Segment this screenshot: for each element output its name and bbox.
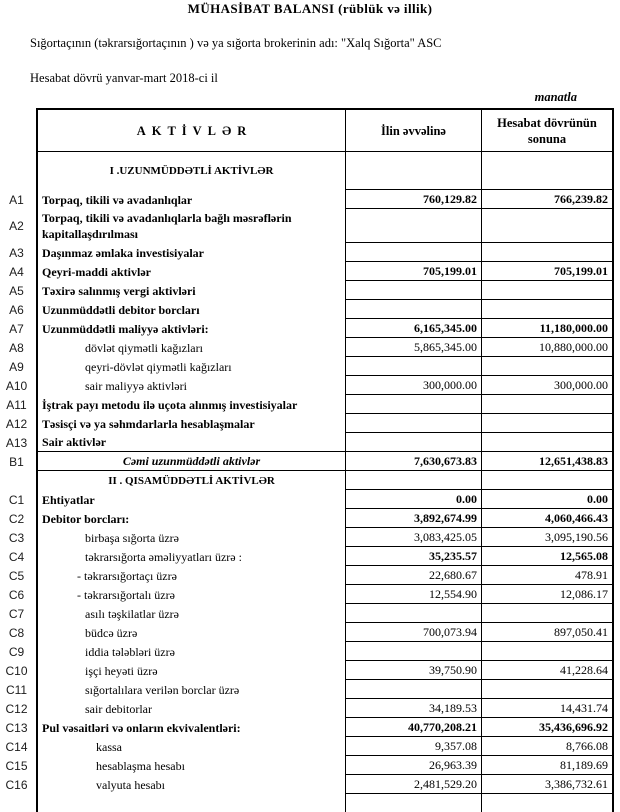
value-period-end (482, 395, 614, 414)
value-period-end: 12,565.08 (482, 547, 614, 566)
table-row-c2 (0, 509, 614, 528)
value-year-start (346, 281, 482, 300)
value-period-end: 41,228.64 (482, 661, 614, 680)
row-code: C3 (8, 530, 25, 545)
value-period-end (482, 300, 614, 319)
table-row-c8 (0, 623, 614, 642)
row-code: C10 (5, 663, 28, 678)
table-row-c14 (0, 737, 614, 756)
row-label: - təkrarsığortaçı üzrə (36, 566, 346, 585)
row-code: A10 (5, 378, 28, 393)
table-row-c7 (0, 604, 614, 623)
value-year-start: 12,554.90 (346, 585, 482, 604)
row-code: A13 (5, 435, 28, 450)
row-label: qeyri-dövlət qiymətli kağızları (36, 357, 346, 376)
row-code: C5 (8, 568, 25, 583)
row-code: C15 (5, 758, 28, 773)
table-row-a13 (0, 433, 614, 452)
row-label: Daşınmaz əmlaka investisiyalar (36, 243, 346, 262)
table-row-c12 (0, 699, 614, 718)
row-code: A1 (9, 192, 24, 207)
table-body (0, 152, 614, 812)
row-label: sair debitorlar (36, 699, 346, 718)
table-row-c3 (0, 528, 614, 547)
value-year-start (346, 642, 482, 661)
row-label: Sair aktivlər (36, 433, 346, 452)
row-label: təkrarsığorta əməliyyatları üzrə : (36, 547, 346, 566)
table-row-a1 (0, 190, 614, 209)
row-code: C14 (5, 739, 28, 754)
row-label: Qeyri-maddi aktivlər (36, 262, 346, 281)
value-period-end (482, 604, 614, 623)
row-code: A3 (9, 245, 24, 260)
value-year-start: 3,892,674.99 (346, 509, 482, 528)
table-row-a12 (0, 414, 614, 433)
row-label: İştrak payı metodu ilə uçota alınmış investisiyalar (36, 395, 346, 414)
value-period-end (482, 357, 614, 376)
row-label: Cəmi uzunmüddətli aktivlər (36, 452, 346, 471)
row-label: işçi heyəti üzrə (36, 661, 346, 680)
row-code: C12 (5, 701, 28, 716)
row-label: II . QISAMÜDDƏTLİ AKTİVLƏR (36, 471, 346, 490)
value-period-end: 3,386,732.61 (482, 775, 614, 794)
table-row-c15 (0, 756, 614, 775)
table-row-c10 (0, 661, 614, 680)
value-year-start (346, 357, 482, 376)
value-year-start (346, 152, 482, 190)
row-label: dövlət qiymətli kağızları (36, 338, 346, 357)
value-period-end: 705,199.01 (482, 262, 614, 281)
value-year-start: 40,770,208.21 (346, 718, 482, 737)
row-code: A12 (5, 416, 28, 431)
value-year-start (346, 243, 482, 262)
report-period-line: Hesabat dövrü yanvar-mart 2018-ci il (30, 71, 218, 85)
row-label: Təsisçi və ya səhmdarlarla hesablaşmalar (36, 414, 346, 433)
value-year-start: 35,235.57 (346, 547, 482, 566)
value-year-start (346, 300, 482, 319)
row-label: I .UZUNMÜDDƏTLİ AKTİVLƏR (36, 152, 346, 190)
value-year-start (346, 794, 482, 812)
row-label: Torpaq, tikili və avadanlıqlar (36, 190, 346, 209)
value-year-start: 26,963.39 (346, 756, 482, 775)
row-code: A9 (9, 359, 24, 374)
row-code: C6 (8, 587, 25, 602)
row-code: C16 (5, 777, 28, 792)
column-header-period-end: Hesabat dövrünün sonuna (482, 108, 614, 152)
value-year-start (346, 471, 482, 490)
value-year-start (346, 414, 482, 433)
table-row-b1 (0, 452, 614, 471)
row-label (36, 794, 346, 812)
column-header-year-start: İlin əvvəlinə (346, 108, 482, 152)
value-year-start: 9,357.08 (346, 737, 482, 756)
value-year-start (346, 209, 482, 243)
row-code: C13 (5, 720, 28, 735)
row-label: birbaşa sığorta üzrə (36, 528, 346, 547)
row-code: C2 (8, 511, 25, 526)
column-header-assets: AKTİVLƏR (36, 108, 346, 152)
row-code-gutter (0, 108, 36, 152)
value-period-end: 35,436,696.92 (482, 718, 614, 737)
value-year-start: 705,199.01 (346, 262, 482, 281)
row-label: Uzunmüddətli debitor borcları (36, 300, 346, 319)
value-period-end (482, 243, 614, 262)
row-code (0, 471, 36, 490)
table-row-c5 (0, 566, 614, 585)
row-label: - təkrarsığortalı üzrə (36, 585, 346, 604)
table-row-a5 (0, 281, 614, 300)
table-row-c9 (0, 642, 614, 661)
row-label: Uzunmüddətli maliyyə aktivləri: (36, 319, 346, 338)
row-code (0, 794, 36, 812)
row-label: Torpaq, tikili və avadanlıqlarla bağlı məsrəflərin kapitallaşdırılması (36, 209, 346, 243)
value-year-start: 39,750.90 (346, 661, 482, 680)
row-code: A8 (9, 340, 24, 355)
row-code (0, 152, 36, 190)
value-period-end: 766,239.82 (482, 190, 614, 209)
row-code: A7 (9, 321, 24, 336)
row-code: A5 (9, 283, 24, 298)
value-period-end: 12,651,438.83 (482, 452, 614, 471)
table-row-c6 (0, 585, 614, 604)
value-period-end: 478.91 (482, 566, 614, 585)
value-period-end (482, 794, 614, 812)
row-label: Debitor borcları: (36, 509, 346, 528)
value-year-start (346, 433, 482, 452)
table-header-row (0, 108, 614, 152)
row-code: C4 (8, 549, 25, 564)
value-period-end: 897,050.41 (482, 623, 614, 642)
row-code: C9 (8, 644, 25, 659)
row-code: C11 (5, 682, 28, 697)
value-period-end (482, 281, 614, 300)
table-row-a10 (0, 376, 614, 395)
table-row (0, 794, 614, 812)
value-period-end (482, 680, 614, 699)
value-period-end (482, 433, 614, 452)
table-row-a9 (0, 357, 614, 376)
value-period-end (482, 209, 614, 243)
row-label: Ehtiyatlar (36, 490, 346, 509)
table-row-a2 (0, 209, 614, 243)
row-code: A4 (9, 264, 24, 279)
value-period-end: 81,189.69 (482, 756, 614, 775)
table-row-c4 (0, 547, 614, 566)
table-row (0, 152, 614, 190)
row-code: B1 (9, 454, 24, 469)
value-year-start: 700,073.94 (346, 623, 482, 642)
value-year-start (346, 395, 482, 414)
balance-sheet-table (0, 108, 614, 812)
value-year-start: 2,481,529.20 (346, 775, 482, 794)
value-year-start (346, 604, 482, 623)
value-period-end (482, 471, 614, 490)
value-year-start: 34,189.53 (346, 699, 482, 718)
row-label: sığortalılara verilən borclar üzrə (36, 680, 346, 699)
document-title: MÜHASİBAT BALANSI (rüblük və illik) (187, 1, 433, 16)
table-row-a8 (0, 338, 614, 357)
row-label: Pul vəsaitləri və onların ekvivalentləri: (36, 718, 346, 737)
row-label: Təxirə salınmış vergi aktivləri (36, 281, 346, 300)
table-row-a3 (0, 243, 614, 262)
row-label: sair maliyyə aktivləri (36, 376, 346, 395)
table-row-a11 (0, 395, 614, 414)
value-period-end: 0.00 (482, 490, 614, 509)
value-period-end (482, 152, 614, 190)
value-year-start: 5,865,345.00 (346, 338, 482, 357)
value-period-end: 10,880,000.00 (482, 338, 614, 357)
row-label: iddia tələbləri üzrə (36, 642, 346, 661)
value-period-end (482, 642, 614, 661)
row-code: C7 (8, 606, 25, 621)
value-year-start: 7,630,673.83 (346, 452, 482, 471)
row-code: A6 (9, 302, 24, 317)
row-label: asılı təşkilatlar üzrə (36, 604, 346, 623)
table-row-c16 (0, 775, 614, 794)
value-period-end: 14,431.74 (482, 699, 614, 718)
row-code: C1 (8, 492, 25, 507)
row-label: valyuta hesabı (36, 775, 346, 794)
value-period-end: 11,180,000.00 (482, 319, 614, 338)
value-year-start: 0.00 (346, 490, 482, 509)
table-row (0, 471, 614, 490)
value-year-start: 760,129.82 (346, 190, 482, 209)
row-code: C8 (8, 625, 25, 640)
value-year-start: 300,000.00 (346, 376, 482, 395)
value-period-end: 8,766.08 (482, 737, 614, 756)
row-label: hesablaşma hesabı (36, 756, 346, 775)
value-period-end (482, 414, 614, 433)
row-label: kassa (36, 737, 346, 756)
table-row-c11 (0, 680, 614, 699)
row-label: büdcə üzrə (36, 623, 346, 642)
value-period-end: 12,086.17 (482, 585, 614, 604)
row-code: A11 (6, 397, 27, 412)
insurer-name-line: Sığortaçının (təkrarsığortaçının ) və ya sığorta brokerinin adı: "Xalq Sığorta" ASC (30, 36, 442, 50)
currency-note: manatla (534, 90, 577, 104)
table-row-c13 (0, 718, 614, 737)
value-period-end: 4,060,466.43 (482, 509, 614, 528)
value-period-end: 3,095,190.56 (482, 528, 614, 547)
table-row-a7 (0, 319, 614, 338)
row-code: A2 (9, 219, 24, 233)
value-year-start: 3,083,425.05 (346, 528, 482, 547)
value-year-start: 6,165,345.00 (346, 319, 482, 338)
value-year-start: 22,680.67 (346, 566, 482, 585)
value-period-end: 300,000.00 (482, 376, 614, 395)
table-row-c1 (0, 490, 614, 509)
table-row-a6 (0, 300, 614, 319)
value-year-start (346, 680, 482, 699)
table-row-a4 (0, 262, 614, 281)
